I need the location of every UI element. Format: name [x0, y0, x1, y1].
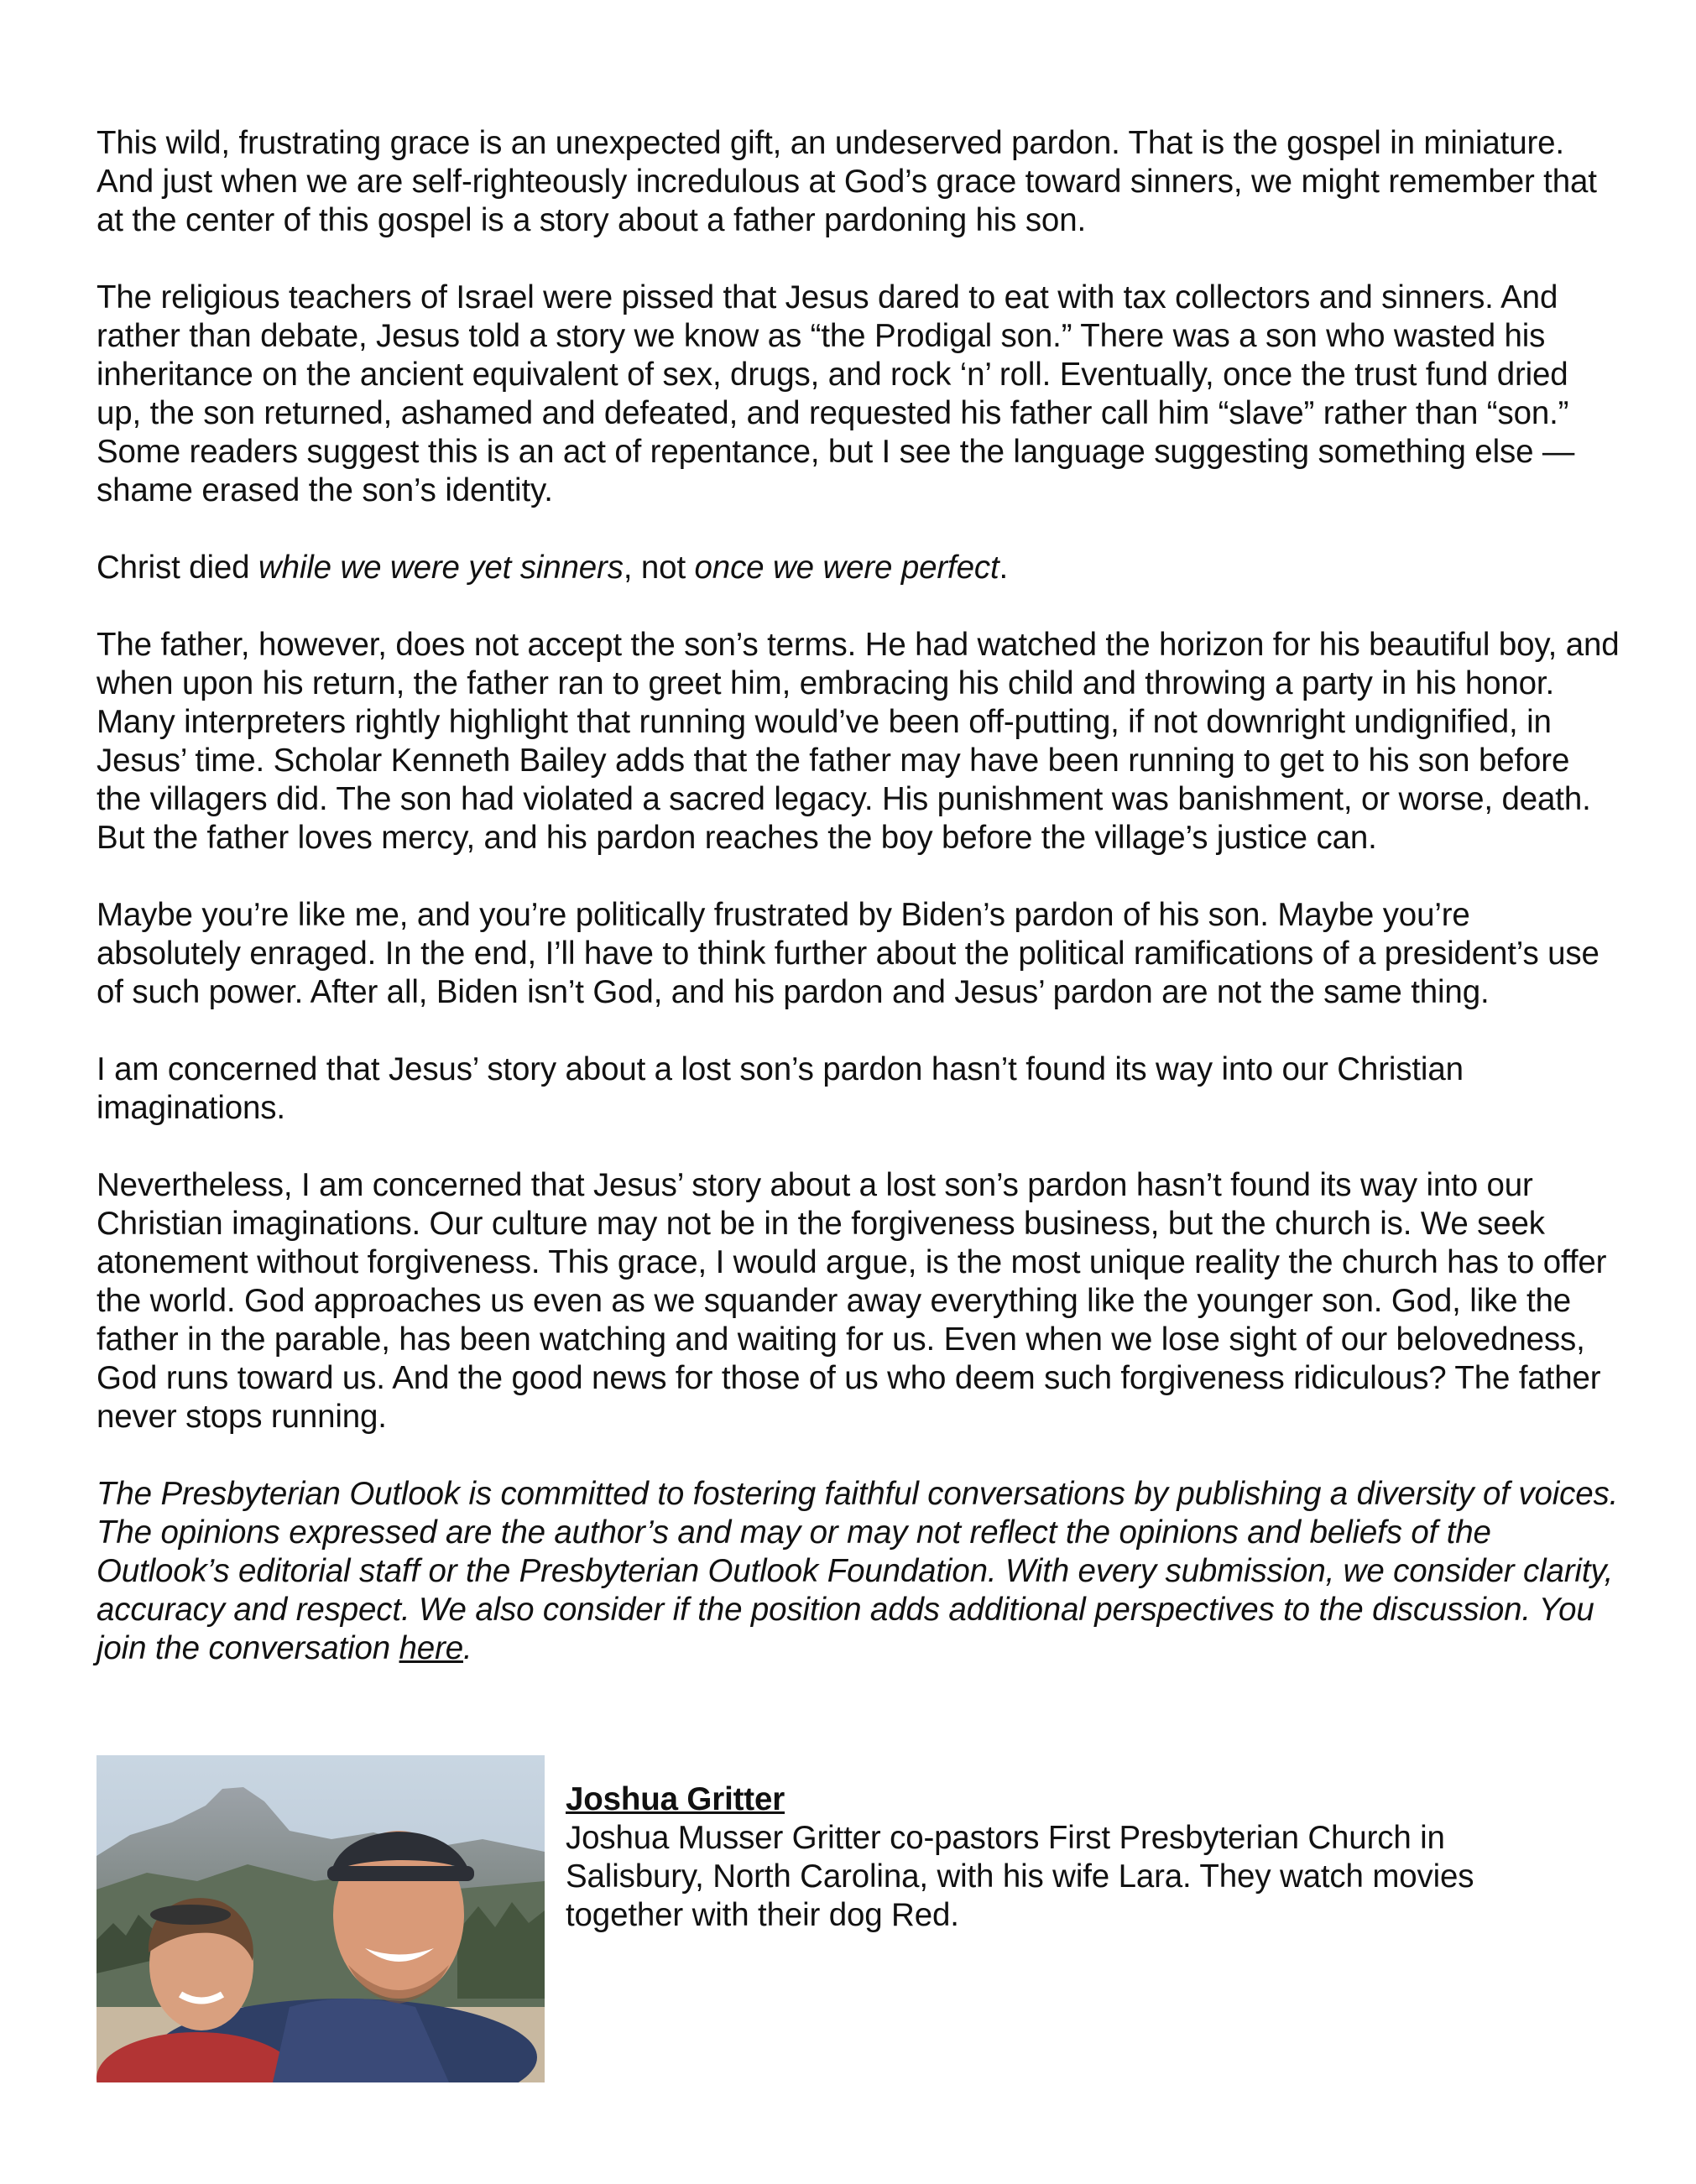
- disclaimer-end: .: [463, 1630, 472, 1666]
- p3-emphasis-2: once we were perfect: [694, 550, 999, 586]
- editorial-disclaimer: [97, 1475, 1620, 1668]
- author-description: Joshua Musser Gritter co-pastors First Presbyterian Church in Salisbury, North Carolina, with his wife Lara. They watch movies together with their dog Red.: [566, 1820, 1474, 1933]
- paragraph-2: The religious teachers of Israel were pissed that Jesus dared to eat with tax collectors and sinners. And rather than debate, Jesus told a story we know as “the Prodigal son.” There was a son who wasted his inheritance on the ancient equivalent of sex, drugs, and rock ‘n’ roll. Eventually, once the trust fund dried up, the son returned, ashamed and defeated, and requested his father call him “slave” rather than “son.” Some readers suggest this is an act of repentance, but I see the language suggesting something else — shame erased the son’s identity.: [97, 279, 1575, 508]
- paragraph-3: [97, 549, 1620, 587]
- article-body: [97, 124, 1620, 1668]
- p3-text-a: Christ died: [97, 550, 258, 586]
- paragraph-4: The father, however, does not accept the son’s terms. He had watched the horizon for his beautiful boy, and when upon his return, the father ran to greet him, embracing his child and throwing a party in his honor. Many interpreters rightly highlight that running would’ve been off-putting, if not downright undignified, in Jesus’ time. Scholar Kenneth Bailey adds that the father may have been running to get to his son before the villagers did. The son had violated a sacred legacy. His punishment was banishment, or worse, death. But the father loves mercy, and his pardon reaches the boy before the village’s justice can.: [97, 627, 1620, 856]
- author-name[interactable]: Joshua Gritter: [566, 1781, 785, 1817]
- p3-text-c: , not: [623, 550, 695, 586]
- paragraph-6: I am concerned that Jesus’ story about a lost son’s pardon hasn’t found its way into our Christian imaginations.: [97, 1051, 1464, 1126]
- p3-emphasis-1: while we were yet sinners: [258, 550, 624, 586]
- p3-text-e: .: [999, 550, 1009, 586]
- paragraph-7: Nevertheless, I am concerned that Jesus’ story about a lost son’s pardon hasn’t found its way into our Christian imaginations. Our culture may not be in the forgiveness business, but the church is. We seek atonement without forgiveness. This grace, I would argue, is the most unique reality the church has to offer the world. God approaches us even as we squander away everything like the younger son. God, like the father in the parable, has been watching and waiting for us. Even when we lose sight of our belovedness, God runs toward us. And the good news for those of us who deem such forgiveness ridiculous? The father never stops running.: [97, 1167, 1607, 1435]
- author-bio-text: [566, 1780, 1573, 1935]
- join-conversation-link[interactable]: here: [399, 1630, 464, 1666]
- disclaimer-text: The Presbyterian Outlook is committed to fostering faithful conversations by publishing a diversity of voices. The opinions expressed are the author’s and may or may not reflect the opinions and beliefs of the Outlook’s editorial staff or the Presbyterian Outlook Foundation. With every submission, we consider clarity, accuracy and respect. We also consider if the position adds additional perspectives to the discussion. You join the conversation: [97, 1476, 1619, 1666]
- paragraph-5: Maybe you’re like me, and you’re politically frustrated by Biden’s pardon of his son. Maybe you’re absolutely enraged. In the end, I’ll have to think further about the political ramifications of a president’s use of such power. After all, Biden isn’t God, and his pardon and Jesus’ pardon are not the same thing.: [97, 897, 1599, 1010]
- author-bio: [97, 1755, 1620, 2082]
- author-photo: [97, 1755, 545, 2082]
- paragraph-1: This wild, frustrating grace is an unexpected gift, an undeserved pardon. That is the gospel in miniature. And just when we are self-righteously incredulous at God’s grace toward sinners, we might remember that at the center of this gospel is a story about a father pardoning his son.: [97, 125, 1597, 238]
